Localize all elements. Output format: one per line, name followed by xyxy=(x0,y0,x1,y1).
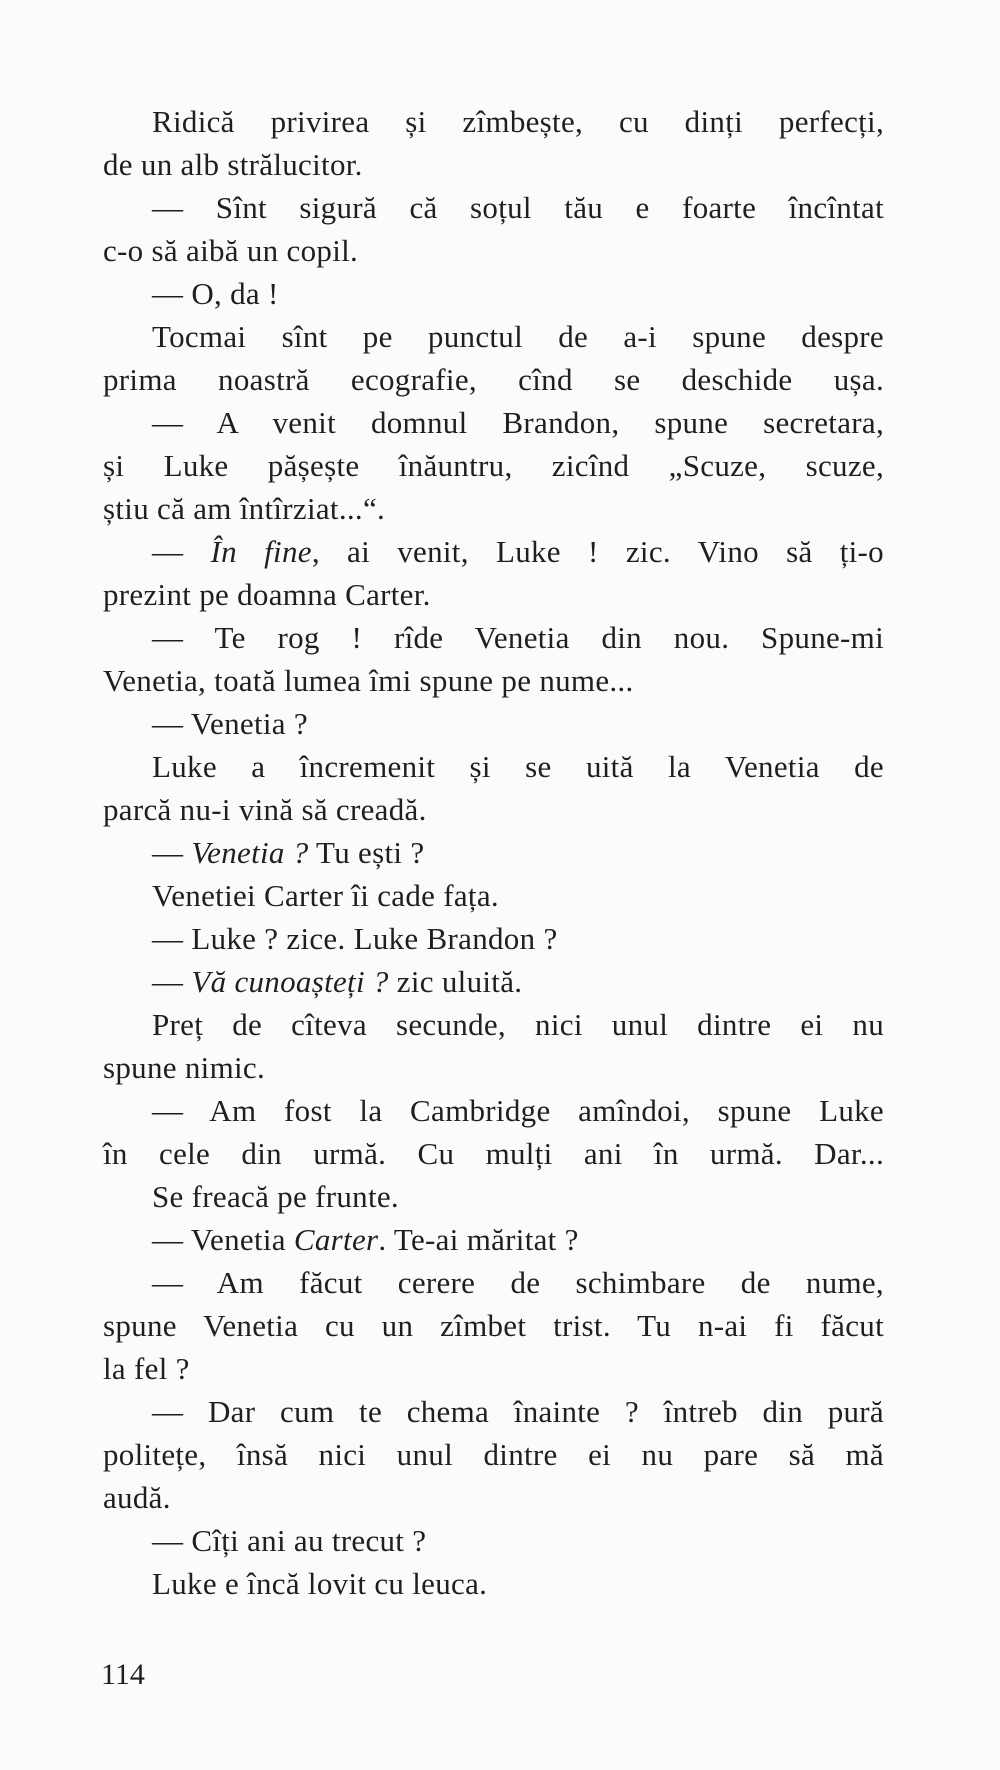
text-line xyxy=(103,616,884,659)
text-run: în cele din urmă. Cu mulți ani în urmă. Dar... xyxy=(103,1136,884,1171)
text-run: — xyxy=(152,964,192,999)
text-line xyxy=(103,143,884,186)
text-run: — Luke ? zice. Luke Brandon ? xyxy=(152,921,558,956)
text-run: — Venetia xyxy=(152,1222,294,1257)
text-run: politețe, însă nici unul dintre ei nu pare să mă xyxy=(103,1437,884,1472)
text-run: spune nimic. xyxy=(103,1050,266,1085)
text-run: Preț de cîteva secunde, nici unul dintre ei nu xyxy=(152,1007,884,1042)
text-run: de un alb strălucitor. xyxy=(103,147,363,182)
italic-text-run: Vă cunoașteți ? xyxy=(191,964,389,999)
italic-text-run: Carter xyxy=(293,1222,379,1257)
text-line xyxy=(103,358,884,401)
text-run: Tocmai sînt pe punctul de a-i spune despre xyxy=(152,319,884,354)
text-line xyxy=(103,917,884,960)
text-line xyxy=(103,788,884,831)
text-run: — Am fost la Cambridge amîndoi, spune Luke xyxy=(152,1093,884,1128)
text-line xyxy=(103,1218,884,1261)
text-run: spune Venetia cu un zîmbet trist. Tu n-ai fi făcut xyxy=(103,1308,884,1343)
text-run: — Am făcut cerere de schimbare de nume, xyxy=(152,1265,884,1300)
text-run: și Luke pășește înăuntru, zicînd „Scuze, scuze, xyxy=(103,448,884,483)
text-line xyxy=(103,1304,884,1347)
text-line xyxy=(103,1089,884,1132)
text-line xyxy=(103,1347,884,1390)
text-run: parcă nu-i vină să creadă. xyxy=(103,792,427,827)
page-number: 114 xyxy=(101,1658,145,1691)
text-line xyxy=(103,745,884,788)
text-line xyxy=(103,1433,884,1476)
text-line xyxy=(103,960,884,1003)
text-run: — O, da ! xyxy=(152,276,279,311)
text-run: Luke a încremenit și se uită la Venetia de xyxy=(152,749,884,784)
text-line xyxy=(103,229,884,272)
text-run: — Dar cum te chema înainte ? întreb din pură xyxy=(152,1394,884,1429)
text-run: — Sînt sigură că soțul tău e foarte încîntat xyxy=(152,190,884,225)
text-line xyxy=(103,272,884,315)
text-run: c-o să aibă un copil. xyxy=(103,233,359,268)
text-line xyxy=(103,530,884,573)
text-run: Luke e încă lovit cu leuca. xyxy=(152,1566,488,1601)
text-run: — Venetia ? xyxy=(152,706,308,741)
text-line xyxy=(103,1519,884,1562)
text-run: Venetia, toată lumea îmi spune pe nume... xyxy=(103,663,634,698)
text-run: — Te rog ! rîde Venetia din nou. Spune-mi xyxy=(152,620,884,655)
text-run: prezint pe doamna Carter. xyxy=(103,577,431,612)
text-line xyxy=(103,1003,884,1046)
text-run: . Te-ai măritat ? xyxy=(378,1222,579,1257)
text-line xyxy=(103,1132,884,1175)
text-line xyxy=(103,1562,884,1605)
text-run: — xyxy=(152,835,192,870)
italic-text-run: Venetia ? xyxy=(191,835,309,870)
italic-text-run: În fine xyxy=(210,534,312,569)
text-run: la fel ? xyxy=(103,1351,190,1386)
text-run: știu că am întîrziat...“. xyxy=(103,491,386,526)
text-line xyxy=(103,1261,884,1304)
text-line xyxy=(103,659,884,702)
text-line xyxy=(103,1476,884,1519)
text-line xyxy=(103,1175,884,1218)
text-run: — A venit domnul Brandon, spune secretara, xyxy=(152,405,884,440)
text-line xyxy=(103,1046,884,1089)
text-line xyxy=(103,315,884,358)
text-run: , ai venit, Luke ! zic. Vino să ți-o xyxy=(311,534,884,569)
text-line xyxy=(103,831,884,874)
page-text xyxy=(103,100,884,1605)
text-line xyxy=(103,401,884,444)
text-run: prima noastră ecografie, cînd se deschide ușa. xyxy=(103,362,884,397)
text-run: Se freacă pe frunte. xyxy=(152,1179,399,1214)
text-line xyxy=(103,487,884,530)
text-run: audă. xyxy=(103,1480,171,1515)
text-line xyxy=(103,1390,884,1433)
text-line xyxy=(103,186,884,229)
text-line xyxy=(103,100,884,143)
text-run: Ridică privirea și zîmbește, cu dinți perfecți, xyxy=(152,104,884,139)
text-run: Tu ești ? xyxy=(308,835,425,870)
text-run: Venetiei Carter îi cade fața. xyxy=(152,878,499,913)
text-line xyxy=(103,874,884,917)
text-line xyxy=(103,573,884,616)
text-run: zic uluită. xyxy=(388,964,523,999)
text-run: — xyxy=(152,534,211,569)
text-line xyxy=(103,444,884,487)
text-run: — Cîți ani au trecut ? xyxy=(152,1523,427,1558)
text-line xyxy=(103,702,884,745)
